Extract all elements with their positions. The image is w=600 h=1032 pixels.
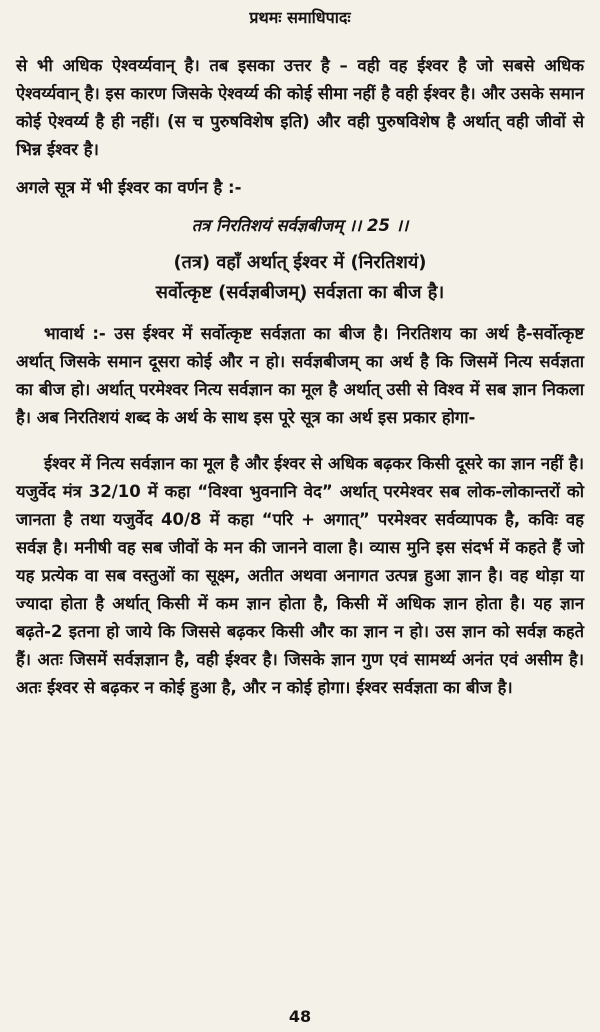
sutra-verse: तत्र निरतिशयं सर्वज्ञबीजम् ।। 25 ।।: [191, 216, 409, 235]
paragraph-bhavarth: भावार्थ :- उस ईश्वर में सर्वोत्कृष्ट सर्वज्ञता का बीज है। निरतिशय का अर्थ है-सर्वोत्कृष्ट अर्थात् जिसके समान दूसरा कोई और न हो। सर्वज्ञबीजम् का अर्थ है कि जिसमें नित्य सर्वज्ञता का बीज हो। अर्थात् परमेश्वर नित्य सर्वज्ञान का मूल है अर्थात् उसी से विश्व में सब ज्ञान निकला है। अब निरतिशयं शब्द के अर्थ के साथ इस पूरे सूत्र का अर्थ इस प्रकार होगा-: [16, 324, 584, 427]
paragraph-intro-sutra: अगले सूत्र में भी ईश्वर का वर्णन है :-: [16, 178, 242, 197]
page-body: [16, 52, 584, 702]
sutra-meaning-line-1: (तत्र) वहाँ अर्थात् ईश्वर में (निरतिशयं): [173, 252, 427, 273]
sutra-meaning-line-2: सर्वोत्कृष्ट (सर्वज्ञबीजम्) सर्वज्ञता का बीज है।: [155, 282, 445, 303]
sutra-meaning: [16, 248, 584, 308]
paragraph-explanation: ईश्वर में नित्य सर्वज्ञान का मूल है और ईश्वर से अधिक बढ़कर किसी दूसरे का ज्ञान नहीं है। यजुर्वेद मंत्र 32/10 में कहा “विश्वा भुवनानि वेद” अर्थात् परमेश्वर सब लोक-लोकान्तरों को जानता है तथा यजुर्वेद 40/8 में कहा “परि + अगात्” परमेश्वर सर्वव्यापक है, कविः वह सर्वज्ञ है। मनीषी वह सब जीवों के मन की जानने वाला है। व्यास मुनि इस संदर्भ में कहते हैं जो यह प्रत्येक वा सब वस्तुओं का सूक्ष्म, अतीत अथवा अनागत उत्पन्न हुआ ज्ञान है। वह थोड़ा या ज्यादा होता है अर्थात् किसी में कम ज्ञान होता है, किसी में अधिक ज्ञान होता है। यह ज्ञान बढ़ते-2 इतना हो जाये कि जिससे बढ़कर किसी और का ज्ञान न हो। उस ज्ञान को सर्वज्ञ कहते हैं। अतः जिसमें सर्वज्ञज्ञान है, वही ईश्वर है। जिसके ज्ञान गुण एवं सामर्थ्य अनंत एवं असीम है। अतः ईश्वर से बढ़कर न कोई हुआ है, और न कोई होगा। ईश्वर सर्वज्ञता का बीज है।: [16, 454, 584, 697]
running-header: प्रथमः समाधिपादः: [249, 8, 351, 27]
page-number: 48: [288, 1007, 312, 1026]
paragraph-continuation: से भी अधिक ऐश्वर्य्यवान् है। तब इसका उत्तर है – वही वह ईश्वर है जो सबसे अधिक ऐश्वर्य्यवान् है। इस कारण जिसके ऐश्वर्य्य की कोई सीमा नहीं है वही ईश्वर है। और उसके समान कोई ऐश्वर्य्य है ही नहीं। (स च पुरुषविशेष इति) और वही पुरुषविशेष है अर्थात् वही जीवों से भिन्न ईश्वर है।: [16, 56, 584, 159]
